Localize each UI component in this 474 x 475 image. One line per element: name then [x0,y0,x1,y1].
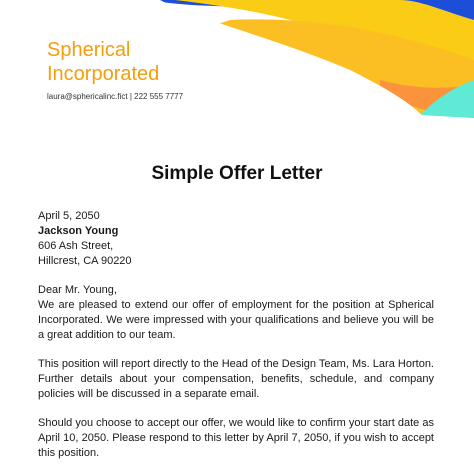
company-name-line2: Incorporated [47,63,160,85]
salutation: Dear Mr. Young, [38,284,117,296]
company-name-line1: Spherical [47,39,131,61]
paragraph-2: This position will report directly to the Head of the Design Team, Ms. Lara Horton. Further details about your compensation, benefits, schedule, and company policies will be discussed in a separate email. [38,358,434,400]
document-title: Simple Offer Letter [151,163,323,184]
recipient-street: 606 Ash Street, [38,240,114,252]
recipient-name: Jackson Young [38,225,119,237]
company-contact: laura@sphericalinc.fict | 222 555 7777 [47,92,184,101]
paragraph-1: We are pleased to extend our offer of employment for the position at Spherical Incorporated. We were impressed with your qualifications and believe you will be a great addition to our team. [38,299,434,341]
company-header [47,38,183,101]
paragraph-3: Should you choose to accept our offer, we would like to confirm your start date as April 10, 2050. Please respond to this letter by April 7, 2050, if you wish to accept this position. [38,417,434,459]
recipient-address [38,224,434,269]
letter-body [38,209,434,475]
letter-date: April 5, 2050 [38,210,100,222]
recipient-city: Hillcrest, CA 90220 [38,255,132,267]
